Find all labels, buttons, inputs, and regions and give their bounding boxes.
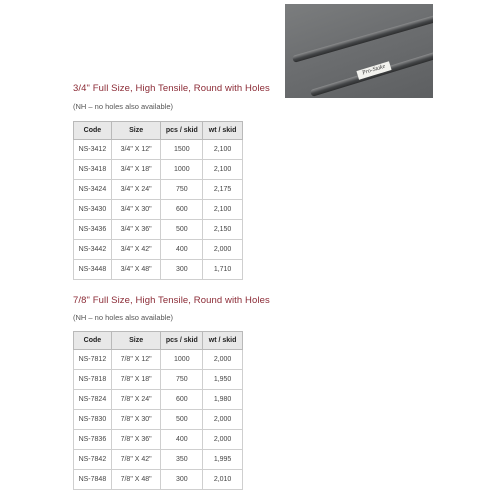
table-row	[74, 200, 243, 220]
cell-code: NS-7830	[74, 410, 112, 430]
cell-code: NS-7824	[74, 390, 112, 410]
cell-size: 7/8" X 24"	[111, 390, 161, 410]
spec-table-3-4	[73, 121, 243, 280]
cell-code: NS-3436	[74, 220, 112, 240]
stake-brand-label: Pro-Stake	[356, 61, 391, 80]
cell-pcs-per-skid: 1500	[161, 140, 203, 160]
section-note-7-8: (NH – no holes also available)	[73, 313, 174, 322]
cell-wt-per-skid: 2,100	[203, 200, 243, 220]
cell-code: NS-7818	[74, 370, 112, 390]
cell-size: 7/8" X 48"	[111, 470, 161, 490]
cell-pcs-per-skid: 400	[161, 430, 203, 450]
table-header-row	[74, 122, 243, 140]
column-header-size: Size	[111, 122, 161, 140]
cell-pcs-per-skid: 500	[161, 410, 203, 430]
cell-wt-per-skid: 1,710	[203, 260, 243, 280]
cell-wt-per-skid: 1,980	[203, 390, 243, 410]
table-row	[74, 260, 243, 280]
stake-image	[292, 15, 433, 63]
cell-pcs-per-skid: 600	[161, 390, 203, 410]
column-header-size: Size	[111, 332, 161, 350]
cell-size: 7/8" X 12"	[111, 350, 161, 370]
cell-wt-per-skid: 2,100	[203, 140, 243, 160]
column-header-wt-per-skid: wt / skid	[203, 332, 243, 350]
table-row	[74, 430, 243, 450]
cell-wt-per-skid: 2,175	[203, 180, 243, 200]
column-header-pcs-per-skid: pcs / skid	[161, 332, 203, 350]
cell-pcs-per-skid: 750	[161, 180, 203, 200]
section-note-3-4: (NH – no holes also available)	[73, 102, 174, 111]
table-row	[74, 370, 243, 390]
column-header-pcs-per-skid: pcs / skid	[161, 122, 203, 140]
table-row	[74, 180, 243, 200]
table-row	[74, 160, 243, 180]
table-row	[74, 350, 243, 370]
cell-wt-per-skid: 2,000	[203, 240, 243, 260]
column-header-code: Code	[74, 122, 112, 140]
cell-size: 7/8" X 36"	[111, 430, 161, 450]
table-header-row	[74, 332, 243, 350]
cell-wt-per-skid: 2,000	[203, 430, 243, 450]
cell-code: NS-3442	[74, 240, 112, 260]
cell-code: NS-7836	[74, 430, 112, 450]
cell-code: NS-3424	[74, 180, 112, 200]
cell-wt-per-skid: 1,995	[203, 450, 243, 470]
table-row	[74, 220, 243, 240]
cell-size: 3/4" X 36"	[111, 220, 161, 240]
cell-wt-per-skid: 2,100	[203, 160, 243, 180]
cell-pcs-per-skid: 600	[161, 200, 203, 220]
table-row	[74, 450, 243, 470]
cell-code: NS-3412	[74, 140, 112, 160]
cell-code: NS-7842	[74, 450, 112, 470]
cell-pcs-per-skid: 300	[161, 470, 203, 490]
cell-pcs-per-skid: 1000	[161, 350, 203, 370]
section-heading-3-4: 3/4" Full Size, High Tensile, Round with Holes	[73, 83, 270, 94]
table-row	[74, 240, 243, 260]
cell-size: 7/8" X 30"	[111, 410, 161, 430]
cell-pcs-per-skid: 300	[161, 260, 203, 280]
cell-size: 3/4" X 48"	[111, 260, 161, 280]
cell-pcs-per-skid: 500	[161, 220, 203, 240]
cell-size: 3/4" X 24"	[111, 180, 161, 200]
cell-code: NS-3418	[74, 160, 112, 180]
column-header-wt-per-skid: wt / skid	[203, 122, 243, 140]
cell-size: 3/4" X 42"	[111, 240, 161, 260]
cell-pcs-per-skid: 400	[161, 240, 203, 260]
cell-pcs-per-skid: 750	[161, 370, 203, 390]
cell-wt-per-skid: 1,950	[203, 370, 243, 390]
cell-size: 7/8" X 42"	[111, 450, 161, 470]
table-row	[74, 410, 243, 430]
cell-pcs-per-skid: 1000	[161, 160, 203, 180]
cell-wt-per-skid: 2,150	[203, 220, 243, 240]
cell-code: NS-7812	[74, 350, 112, 370]
table-row	[74, 140, 243, 160]
column-header-code: Code	[74, 332, 112, 350]
product-photo	[285, 4, 433, 98]
spec-table-7-8	[73, 331, 243, 490]
cell-size: 3/4" X 12"	[111, 140, 161, 160]
cell-pcs-per-skid: 350	[161, 450, 203, 470]
cell-size: 7/8" X 18"	[111, 370, 161, 390]
cell-size: 3/4" X 18"	[111, 160, 161, 180]
section-heading-7-8: 7/8" Full Size, High Tensile, Round with Holes	[73, 295, 270, 306]
cell-size: 3/4" X 30"	[111, 200, 161, 220]
cell-wt-per-skid: 2,000	[203, 350, 243, 370]
cell-code: NS-7848	[74, 470, 112, 490]
cell-wt-per-skid: 2,010	[203, 470, 243, 490]
cell-code: NS-3430	[74, 200, 112, 220]
table-row	[74, 390, 243, 410]
table-row	[74, 470, 243, 490]
cell-wt-per-skid: 2,000	[203, 410, 243, 430]
cell-code: NS-3448	[74, 260, 112, 280]
